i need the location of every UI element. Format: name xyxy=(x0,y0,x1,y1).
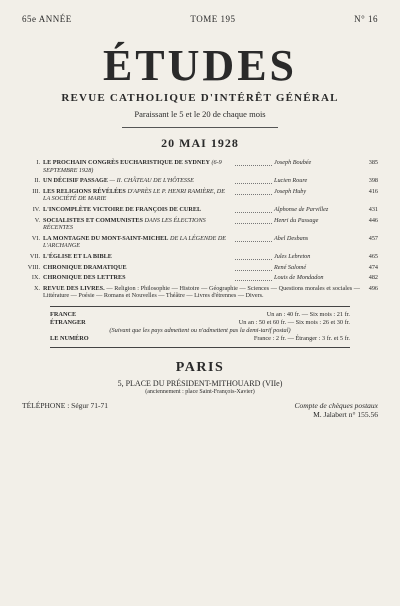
entry-title-block xyxy=(43,206,233,214)
leader-dots xyxy=(235,217,272,224)
entry-author: Lucien Roure xyxy=(274,177,308,185)
entry-subtitle: (6-9 SEPTEMBRE 1928) xyxy=(43,159,222,174)
review-text xyxy=(43,285,360,300)
entry-title-block xyxy=(43,177,233,185)
entry-number: III. xyxy=(32,187,40,195)
masthead xyxy=(22,41,378,119)
price-row-numero xyxy=(50,335,350,343)
price-label: ÉTRANGER xyxy=(50,318,86,326)
entry-title-block xyxy=(43,253,233,261)
divider xyxy=(122,127,278,128)
leader-dots xyxy=(235,235,272,242)
entry-author: Abel Desbans xyxy=(274,234,309,242)
entry-title: UN DÉCISIF PASSAGE xyxy=(43,177,108,185)
publisher-address-note: (anciennement : place Saint-François-Xavier) xyxy=(145,388,255,395)
entry-number: IX. xyxy=(31,274,40,282)
entry-page: 496 xyxy=(368,284,378,292)
entry-number: II. xyxy=(34,177,40,185)
entry-page: 431 xyxy=(368,205,378,213)
toc-entry xyxy=(22,274,378,282)
toc-entry xyxy=(22,264,378,272)
entry-page: 416 xyxy=(368,187,378,195)
toc-entry xyxy=(22,188,378,203)
toc-entry xyxy=(22,235,378,250)
entry-author: René Salomé xyxy=(274,263,307,271)
entry-title: L'INCOMPLÈTE VICTOIRE DE FRANÇOIS DE CUREL xyxy=(43,205,202,213)
leader-dots xyxy=(235,188,272,195)
phone: TÉLÉPHONE : Ségur 71-71 xyxy=(22,400,109,410)
toc-entry xyxy=(22,206,378,214)
issue-date: 20 MAI 1928 xyxy=(161,136,239,150)
price-row-etranger xyxy=(50,319,350,327)
price-value: Un an : 50 et 60 fr. — Six mois : 26 et 30 fr. xyxy=(238,318,350,326)
year-label: 65e ANNÉE xyxy=(22,14,72,24)
header-line xyxy=(22,14,378,24)
entry-number: I. xyxy=(36,159,40,166)
entry-page: 474 xyxy=(368,263,378,271)
journal-title: ÉTUDES xyxy=(102,41,298,90)
tome-label: TOME 195 xyxy=(190,14,236,24)
issue-number: N° 16 xyxy=(354,14,378,24)
toc-entry xyxy=(22,159,378,174)
postal-account-label: Compte de chèques postaux xyxy=(294,400,378,410)
entry-title-block xyxy=(43,235,233,250)
entry-page: 385 xyxy=(368,159,378,166)
entry-author: Henri du Passage xyxy=(274,216,319,224)
entry-title-block xyxy=(43,274,233,282)
entry-author: Joseph Huby xyxy=(274,187,307,195)
entry-title-block xyxy=(43,264,233,272)
toc-entry xyxy=(22,253,378,261)
leader-dots xyxy=(235,206,272,213)
journal-subtitle: REVUE CATHOLIQUE D'INTÉRÊT GÉNÉRAL xyxy=(61,92,339,104)
toc-entry xyxy=(22,177,378,185)
leader-dots xyxy=(235,159,272,166)
entry-author: Alphonse de Parvillez xyxy=(274,205,329,213)
price-note: (Suivant que les pays admettent ou n'admettent pas la demi-tarif postal) xyxy=(109,326,291,334)
entry-title: SOCIALISTES ET COMMUNISTES xyxy=(43,216,143,224)
review-entry xyxy=(22,285,378,300)
entry-number: VIII. xyxy=(27,263,40,271)
publisher-address: 5, PLACE DU PRÉSIDENT-MITHOUARD (VIIe) xyxy=(117,378,283,388)
entry-author: Jules Lebreton xyxy=(274,252,311,260)
entry-number: VI. xyxy=(31,234,40,242)
entry-number: VII. xyxy=(29,252,40,260)
review-title: REVUE DES LIVRES. xyxy=(43,284,105,292)
entry-subtitle: DANS LES ÉLECTIONS RÉCENTES xyxy=(43,216,206,232)
entry-subtitle: — II. CHÂTEAU DE L'HÔTESSE xyxy=(109,177,194,185)
entry-subtitle: D'APRÈS LE P. HENRI RAMIÈRE, DE LA SOCIÉTÉ DE MARIE xyxy=(43,187,226,203)
publication-frequency: Paraissant le 5 et le 20 de chaque mois xyxy=(134,109,266,119)
entry-number: X. xyxy=(33,284,40,292)
entry-page: 446 xyxy=(368,216,378,224)
toc-entry xyxy=(22,217,378,232)
entry-title: LES RELIGIONS RÉVÉLÉES xyxy=(43,187,126,195)
entry-subtitle: DE LA LÉGENDE DE L'ARCHANGE xyxy=(43,234,227,250)
price-value: Un an : 40 fr. — Six mois : 21 fr. xyxy=(266,310,350,318)
footer xyxy=(22,401,378,419)
entry-number: IV. xyxy=(32,205,40,213)
postal-account xyxy=(294,401,378,419)
price-label: LE NUMÉRO xyxy=(50,334,89,342)
entry-title: CHRONIQUE DES LETTRES xyxy=(43,274,126,282)
entry-page: 457 xyxy=(368,234,378,242)
entry-author: Joseph Boubée xyxy=(274,159,312,166)
postal-account-name: M. Jalabert n° 155.56 xyxy=(313,409,378,419)
subscription-prices xyxy=(50,306,350,348)
entry-page: 465 xyxy=(368,252,378,260)
price-label: FRANCE xyxy=(50,310,77,318)
price-row-france xyxy=(50,311,350,319)
entry-author: Louis de Mondadon xyxy=(274,274,324,282)
entry-title-block xyxy=(43,188,233,203)
entry-title: L'ÉGLISE ET LA BIBLE xyxy=(43,252,112,260)
entry-page: 482 xyxy=(368,274,378,282)
entry-number: V. xyxy=(34,216,40,224)
table-of-contents xyxy=(22,159,378,282)
publisher-city: PARIS xyxy=(175,359,225,375)
entry-page: 398 xyxy=(368,177,378,185)
entry-title-block xyxy=(43,159,233,174)
price-value: France : 2 fr. — Étranger : 3 fr. et 5 fr. xyxy=(253,334,350,342)
leader-dots xyxy=(235,264,272,271)
entry-title-block xyxy=(43,217,233,232)
review-body: — Religion : Philosophie — Histoire — Géographie — Sciences — Questions morales et sociales — Littérature — Poésie — Romans et Nouvelles — Théâtre — Livres d'étrennes — Divers. xyxy=(43,284,360,300)
entry-title: LE PROCHAIN CONGRÈS EUCHARISTIQUE DE SYDNEY xyxy=(43,159,210,166)
leader-dots xyxy=(235,177,272,184)
entry-title: CHRONIQUE DRAMATIQUE xyxy=(43,263,127,271)
leader-dots xyxy=(235,253,272,260)
entry-title: LA MONTAGNE DU MONT-SAINT-MICHEL xyxy=(43,234,169,242)
leader-dots xyxy=(235,274,272,281)
